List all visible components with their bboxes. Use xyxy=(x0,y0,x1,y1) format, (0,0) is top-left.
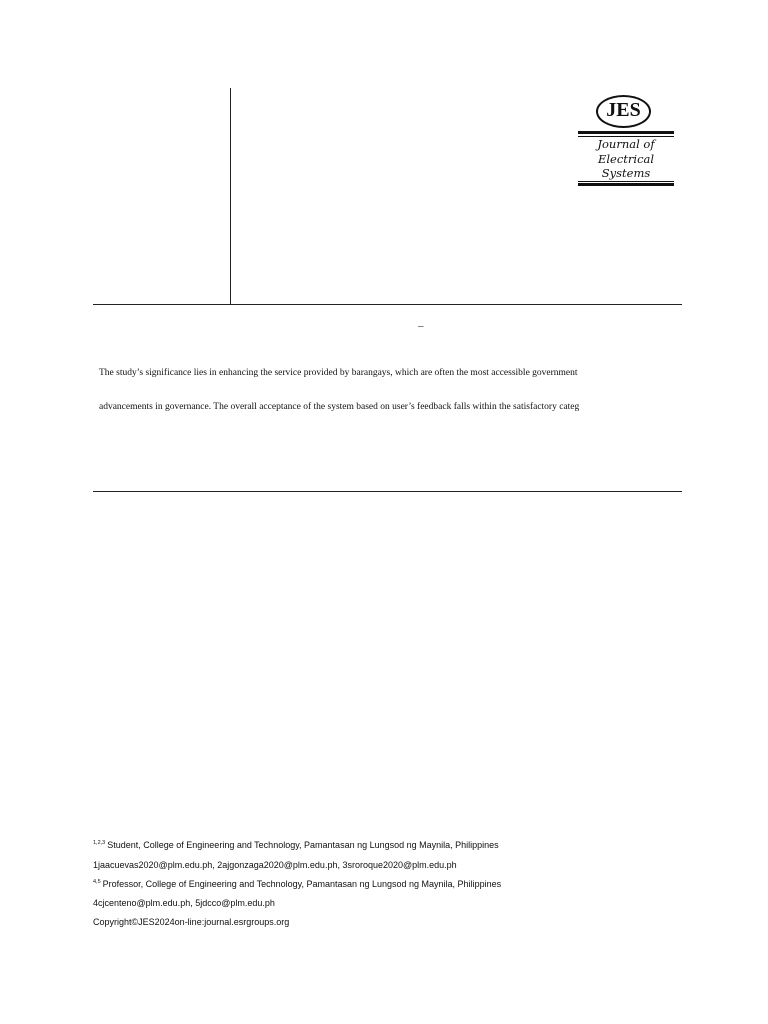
affiliation-marker: 4,5 xyxy=(93,879,101,885)
affiliation-professors xyxy=(93,879,501,889)
copyright-line: Copyright©JES2024on-line:journal.esrgroups.org xyxy=(93,917,290,927)
logo-rule xyxy=(578,131,674,134)
dash-mark: – xyxy=(418,320,424,332)
logo-line-2: Electrical xyxy=(597,151,655,166)
affiliation-text: Professor, College of Engineering and Technology, Pamantasan ng Lungsod ng Maynila, Philippines xyxy=(102,879,502,889)
logo-line-1: Journal of xyxy=(597,137,655,151)
affiliation-text: Student, College of Engineering and Technology, Pamantasan ng Lungsod ng Maynila, Philippines xyxy=(107,840,499,850)
professor-emails: 4cjcenteno@plm.edu.ph, 5jdcco@plm.edu.ph xyxy=(93,898,275,908)
logo-acronym: JES xyxy=(606,99,641,121)
header-vertical-rule xyxy=(230,88,231,304)
abstract-line: The study’s significance lies in enhancing the service provided by barangays, which are often the most accessible government xyxy=(99,368,578,378)
affiliation-marker: 1,2,3 xyxy=(93,840,106,846)
student-emails: 1jaacuevas2020@plm.edu.ph, 2ajgonzaga2020@plm.edu.ph, 3sroroque2020@plm.edu.ph xyxy=(93,860,457,870)
logo-rule xyxy=(578,181,674,182)
abstract-bottom-rule xyxy=(93,491,682,492)
logo-line-3: Systems xyxy=(601,166,651,180)
logo-rule xyxy=(578,183,674,186)
journal-logo xyxy=(576,92,676,192)
header-bottom-rule xyxy=(93,304,682,305)
logo-wordmark xyxy=(578,137,674,181)
affiliation-students xyxy=(93,840,499,850)
abstract-line: advancements in governance. The overall acceptance of the system based on user’s feedback falls within the satisfactory categ xyxy=(99,402,580,412)
